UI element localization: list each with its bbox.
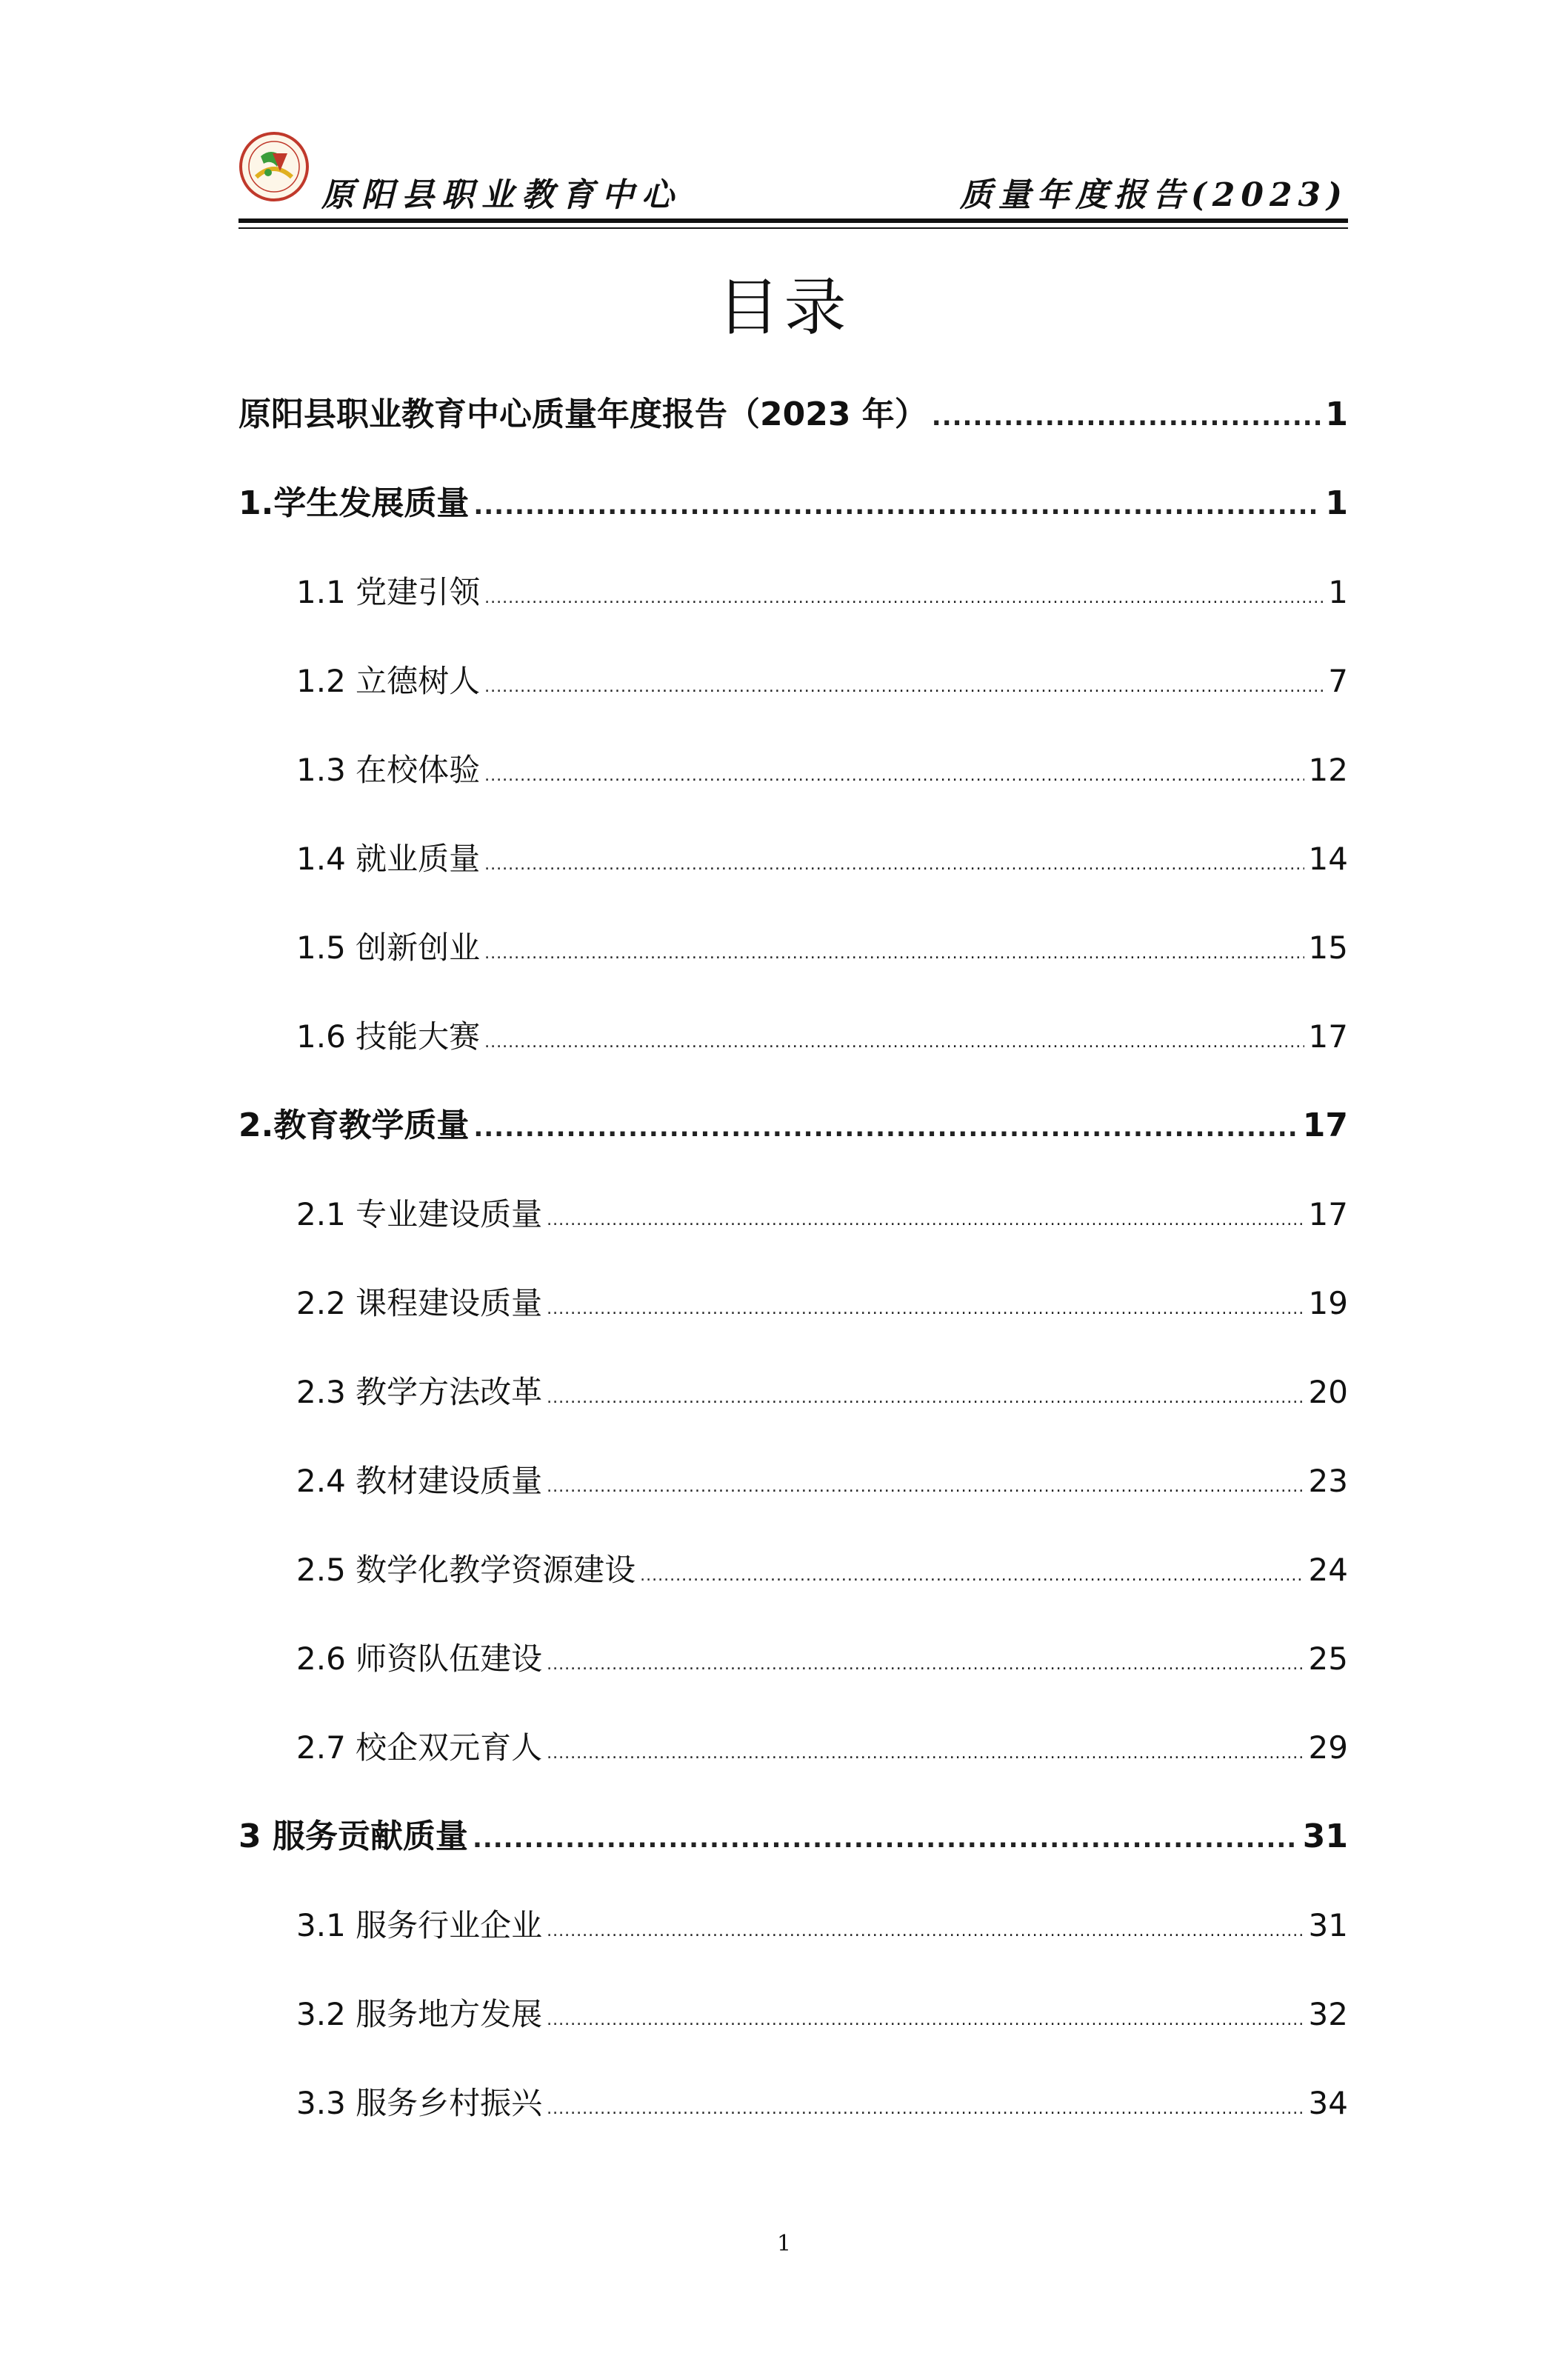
toc-entry-page: 31: [1302, 1818, 1348, 1855]
toc-entry-label: 1.5 创新创业: [296, 929, 481, 966]
toc-entry-label: 2.4 教材建设质量: [296, 1463, 543, 1499]
toc-entry[interactable]: [238, 637, 1348, 726]
toc-entry-page: 23: [1308, 1463, 1348, 1499]
toc-entry[interactable]: [238, 815, 1348, 904]
toc-entry-label: 2.3 教学方法改革: [296, 1374, 543, 1410]
toc-entry-page: 1: [1328, 574, 1348, 610]
toc-dot-leader: [547, 1176, 1304, 1265]
toc-dot-leader: [547, 1621, 1304, 1709]
toc-entry-label: 2.1 专业建设质量: [296, 1196, 543, 1232]
toc-dot-leader: [484, 732, 1304, 821]
toc-dot-leader: [484, 998, 1304, 1087]
toc-dot-leader: [484, 554, 1324, 643]
toc-entry-page: 24: [1308, 1552, 1348, 1588]
toc-dot-leader: [547, 1354, 1304, 1443]
toc-entry[interactable]: [238, 1437, 1348, 1526]
report-title: 质量年度报告(2023): [959, 176, 1348, 214]
toc-entry-label: 1.1 党建引领: [296, 574, 481, 610]
toc-entry[interactable]: [238, 1703, 1348, 1792]
toc-entry-label: 2.教育教学质量: [238, 1107, 470, 1144]
toc-dot-leader: [547, 1443, 1304, 1532]
toc-entry-label: 原阳县职业教育中心质量年度报告（2023 年）: [238, 396, 927, 433]
toc-entry-page: 25: [1308, 1641, 1348, 1677]
toc-entry-page: 17: [1308, 1018, 1348, 1055]
toc-dot-leader: [484, 910, 1304, 998]
toc-entry[interactable]: [238, 1170, 1348, 1259]
school-logo-icon: [238, 131, 310, 202]
school-name: 原阳县职业教育中心: [321, 176, 681, 214]
toc-entry[interactable]: [238, 992, 1348, 1081]
toc-entry-page: 17: [1308, 1196, 1348, 1232]
toc-entry-page: 1: [1325, 484, 1348, 522]
table-of-contents: [238, 370, 1348, 2148]
toc-dot-leader: [547, 1976, 1304, 2065]
toc-entry[interactable]: [238, 1348, 1348, 1437]
toc-entry[interactable]: [238, 370, 1348, 459]
toc-entry-page: 1: [1325, 396, 1348, 433]
toc-entry-page: 34: [1308, 2085, 1348, 2121]
toc-entry-label: 1.6 技能大赛: [296, 1018, 481, 1055]
toc-title: 目录: [717, 271, 851, 344]
toc-entry-page: 15: [1308, 929, 1348, 966]
toc-entry[interactable]: [238, 904, 1348, 992]
toc-entry[interactable]: [238, 1881, 1348, 1970]
toc-entry-page: 29: [1308, 1729, 1348, 1766]
header-rule-thick: [238, 218, 1348, 223]
toc-entry-label: 2.7 校企双元育人: [296, 1729, 543, 1766]
toc-dot-leader: [484, 821, 1304, 910]
page-header: [238, 122, 1348, 237]
toc-entry[interactable]: [238, 459, 1348, 548]
toc-entry-label: 3 服务贡献质量: [238, 1818, 468, 1855]
toc-dot-leader: [473, 1084, 1298, 1172]
toc-entry-label: 2.5 数学化教学资源建设: [296, 1552, 636, 1588]
toc-entry[interactable]: [238, 1792, 1348, 1881]
toc-entry-page: 14: [1308, 841, 1348, 877]
toc-entry-page: 31: [1308, 1907, 1348, 1943]
toc-entry[interactable]: [238, 2059, 1348, 2148]
toc-entry-label: 2.2 课程建设质量: [296, 1285, 543, 1321]
toc-entry-page: 7: [1328, 663, 1348, 699]
toc-dot-leader: [547, 1887, 1304, 1976]
header-rule-thin: [238, 227, 1348, 229]
toc-entry[interactable]: [238, 1615, 1348, 1703]
toc-entry-label: 3.1 服务行业企业: [296, 1907, 543, 1943]
toc-entry[interactable]: [238, 1259, 1348, 1348]
toc-entry-label: 3.3 服务乡村振兴: [296, 2085, 543, 2121]
toc-entry[interactable]: [238, 1970, 1348, 2059]
toc-entry[interactable]: [238, 1526, 1348, 1615]
toc-dot-leader: [547, 1709, 1304, 1798]
toc-entry-page: 19: [1308, 1285, 1348, 1321]
toc-entry-page: 17: [1302, 1107, 1348, 1144]
toc-entry-page: 20: [1308, 1374, 1348, 1410]
toc-dot-leader: [473, 461, 1321, 550]
toc-entry-label: 2.6 师资队伍建设: [296, 1641, 543, 1677]
toc-entry-label: 1.3 在校体验: [296, 752, 481, 788]
page-number: 1: [776, 2231, 792, 2257]
toc-entry-label: 1.4 就业质量: [296, 841, 481, 877]
toc-dot-leader: [473, 1795, 1298, 1883]
toc-entry[interactable]: [238, 1081, 1348, 1170]
toc-entry-page: 32: [1308, 1996, 1348, 2032]
toc-entry-label: 1.2 立德树人: [296, 663, 481, 699]
toc-dot-leader: [640, 1532, 1304, 1621]
toc-dot-leader: [484, 643, 1324, 732]
toc-dot-leader: [547, 2065, 1304, 2154]
toc-entry[interactable]: [238, 548, 1348, 637]
toc-dot-leader: [547, 1265, 1304, 1354]
toc-entry-label: 1.学生发展质量: [238, 484, 470, 522]
toc-entry[interactable]: [238, 726, 1348, 815]
toc-entry-page: 12: [1308, 752, 1348, 788]
toc-dot-leader: [932, 373, 1321, 461]
toc-entry-label: 3.2 服务地方发展: [296, 1996, 543, 2032]
